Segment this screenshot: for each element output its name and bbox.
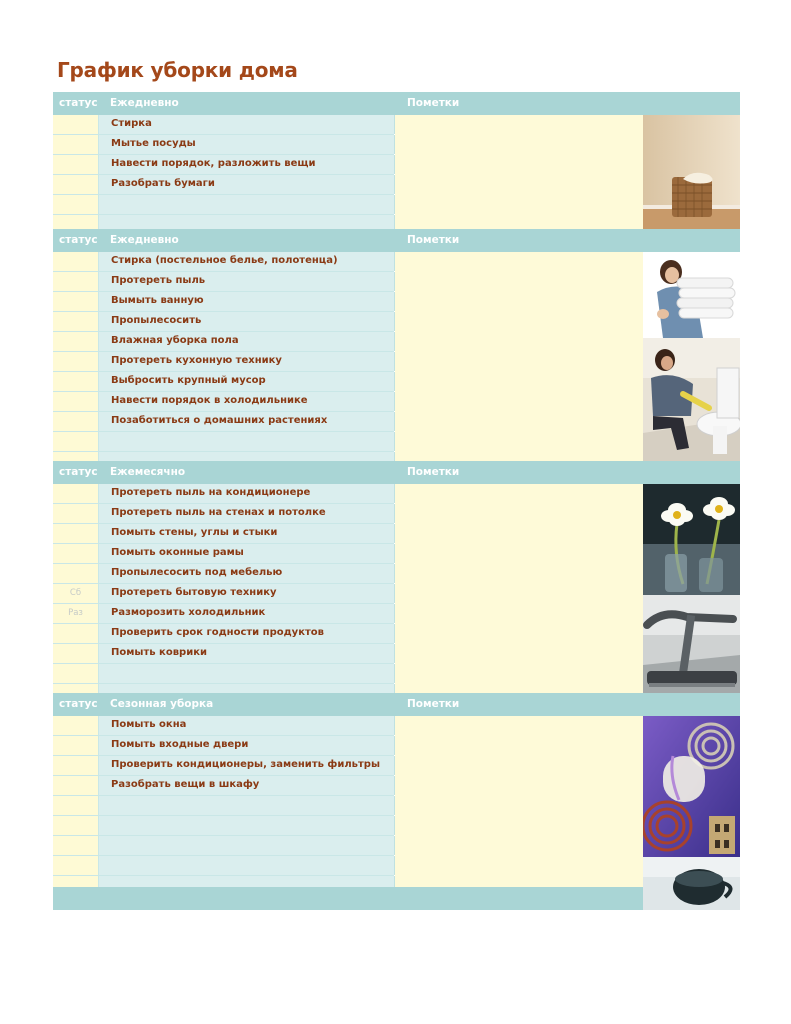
table-row: [53, 716, 394, 736]
status-cell[interactable]: [53, 756, 99, 775]
table-row: [53, 412, 394, 432]
section-header: [53, 92, 740, 115]
section-monthly: [53, 461, 740, 693]
task-cell[interactable]: [99, 332, 395, 351]
table-row: [53, 195, 394, 215]
table-row: [53, 796, 394, 816]
table-row: [53, 392, 394, 412]
table-row: [53, 292, 394, 312]
task-cell[interactable]: [99, 292, 395, 311]
stove-coil-and-outlet-photo: [643, 716, 740, 857]
task-label: Навести порядок, разложить вещи: [111, 158, 316, 169]
task-label: Протереть пыль на кондиционере: [111, 487, 311, 498]
cleaning-schedule-table: [53, 92, 740, 910]
task-cell[interactable]: [99, 135, 395, 154]
table-row: [53, 175, 394, 195]
status-column-header: статус: [59, 234, 98, 246]
white-flowers-photo: [643, 484, 740, 595]
task-cell[interactable]: [99, 644, 395, 663]
table-row: [53, 372, 394, 392]
task-cell[interactable]: [99, 312, 395, 331]
table-row: [53, 312, 394, 332]
task-rows: [53, 484, 394, 703]
table-row: [53, 352, 394, 372]
task-cell[interactable]: [99, 716, 395, 735]
task-label: Мытье посуды: [111, 138, 196, 149]
category-header: Ежедневно: [110, 97, 179, 109]
status-cell[interactable]: [53, 155, 99, 174]
task-label: Пропылесосить под мебелью: [111, 567, 283, 578]
table-row: [53, 272, 394, 292]
status-column-header: статус: [59, 698, 98, 710]
status-cell[interactable]: [53, 816, 99, 835]
table-row: [53, 776, 394, 796]
section-header: [53, 461, 740, 484]
task-label: Вымыть ванную: [111, 295, 204, 306]
table-row: [53, 155, 394, 175]
status-cell[interactable]: [53, 796, 99, 815]
category-header: Ежедневно: [110, 234, 179, 246]
table-row: [53, 756, 394, 776]
task-cell[interactable]: [99, 432, 395, 451]
table-row: [53, 252, 394, 272]
status-cell[interactable]: [53, 312, 99, 331]
status-cell[interactable]: [53, 736, 99, 755]
status-cell[interactable]: [53, 836, 99, 855]
table-row: [53, 856, 394, 876]
status-cell[interactable]: [53, 524, 99, 543]
table-row: [53, 816, 394, 836]
status-cell[interactable]: [53, 644, 99, 663]
status-cell[interactable]: [53, 664, 99, 683]
task-label: Разобрать бумаги: [111, 178, 215, 189]
table-row: [53, 484, 394, 504]
task-label: Стирка (постельное белье, полотенца): [111, 255, 338, 266]
section-daily-2: [53, 229, 740, 461]
status-cell[interactable]: [53, 352, 99, 371]
section-daily-1: [53, 92, 740, 229]
table-row: [53, 584, 394, 604]
task-cell[interactable]: [99, 544, 395, 563]
task-label: Позаботиться о домашних растениях: [111, 415, 328, 426]
notes-column-header: Пометки: [407, 97, 460, 109]
task-cell[interactable]: [99, 816, 395, 835]
table-row: [53, 736, 394, 756]
vacuum-cleaner-photo: [643, 595, 740, 693]
page-title: График уборки дома: [57, 58, 298, 82]
status-cell[interactable]: [53, 135, 99, 154]
status-cell[interactable]: [53, 564, 99, 583]
task-label: Стирка: [111, 118, 152, 129]
task-label: Навести порядок в холодильнике: [111, 395, 308, 406]
task-cell[interactable]: [99, 796, 395, 815]
task-cell[interactable]: [99, 412, 395, 431]
task-label: Выбросить крупный мусор: [111, 375, 266, 386]
task-rows: [53, 716, 394, 895]
status-column-header: статус: [59, 97, 98, 109]
task-label: Проверить срок годности продуктов: [111, 627, 324, 638]
task-cell[interactable]: [99, 736, 395, 755]
table-row: [53, 504, 394, 524]
footer-bar: [53, 887, 643, 910]
task-label: Протереть бытовую технику: [111, 587, 277, 598]
table-row: [53, 544, 394, 564]
status-cell[interactable]: [53, 292, 99, 311]
notes-area[interactable]: [395, 484, 643, 693]
table-row: [53, 624, 394, 644]
category-header: Ежемесячно: [110, 466, 186, 478]
status-cell[interactable]: [53, 252, 99, 271]
task-cell[interactable]: [99, 756, 395, 775]
task-label: Разобрать вещи в шкафу: [111, 779, 260, 790]
task-cell[interactable]: [99, 664, 395, 683]
task-label: Протереть кухонную технику: [111, 355, 282, 366]
notes-area[interactable]: [395, 716, 643, 887]
task-label: Протереть пыль: [111, 275, 206, 286]
status-cell[interactable]: [53, 716, 99, 735]
table-row: [53, 432, 394, 452]
table-row: [53, 604, 394, 624]
table-row: [53, 836, 394, 856]
task-cell[interactable]: [99, 175, 395, 194]
task-cell[interactable]: [99, 352, 395, 371]
task-label: Проверить кондиционеры, заменить фильтры: [111, 759, 380, 770]
task-label: Помыть окна: [111, 719, 187, 730]
table-row: [53, 564, 394, 584]
table-footer: [53, 887, 740, 910]
woman-with-towels-photo: [643, 252, 740, 338]
table-row: [53, 664, 394, 684]
task-cell[interactable]: [99, 856, 395, 875]
task-cell[interactable]: [99, 155, 395, 174]
task-rows: [53, 252, 394, 471]
section-header: [53, 229, 740, 252]
status-cell[interactable]: [53, 504, 99, 523]
task-label: Протереть пыль на стенах и потолке: [111, 507, 326, 518]
table-row: [53, 332, 394, 352]
task-cell[interactable]: [99, 776, 395, 795]
task-cell[interactable]: [99, 484, 395, 503]
table-row: [53, 524, 394, 544]
status-cell[interactable]: [53, 175, 99, 194]
status-cell[interactable]: [53, 624, 99, 643]
task-label: Помыть оконные рамы: [111, 547, 244, 558]
notes-column-header: Пометки: [407, 234, 460, 246]
status-cell[interactable]: [53, 544, 99, 563]
task-cell[interactable]: [99, 504, 395, 523]
task-cell[interactable]: [99, 564, 395, 583]
notes-area[interactable]: [395, 115, 643, 229]
task-cell[interactable]: [99, 392, 395, 411]
task-cell[interactable]: [99, 604, 395, 623]
table-row: [53, 644, 394, 664]
notes-column-header: Пометки: [407, 466, 460, 478]
task-cell[interactable]: [99, 624, 395, 643]
category-header: Сезонная уборка: [110, 698, 214, 710]
section-seasonal: [53, 693, 740, 887]
status-column-header: статус: [59, 466, 98, 478]
task-label: Помыть входные двери: [111, 739, 249, 750]
status-cell[interactable]: Сб: [53, 584, 99, 603]
task-label: Разморозить холодильник: [111, 607, 266, 618]
task-rows: [53, 115, 394, 234]
task-cell[interactable]: [99, 195, 395, 214]
status-cell[interactable]: [53, 856, 99, 875]
status-cell[interactable]: [53, 372, 99, 391]
status-cell[interactable]: [53, 272, 99, 291]
laundry-basket-photo: [643, 115, 740, 229]
task-cell[interactable]: [99, 252, 395, 271]
status-cell[interactable]: Раз: [53, 604, 99, 623]
task-cell[interactable]: [99, 372, 395, 391]
task-cell[interactable]: [99, 524, 395, 543]
status-cell[interactable]: [53, 195, 99, 214]
status-cell[interactable]: [53, 115, 99, 134]
status-cell[interactable]: [53, 776, 99, 795]
notes-area[interactable]: [395, 252, 643, 461]
task-cell[interactable]: [99, 272, 395, 291]
section-header: [53, 693, 740, 716]
task-label: Помыть коврики: [111, 647, 208, 658]
task-cell[interactable]: [99, 836, 395, 855]
task-label: Пропылесосить: [111, 315, 202, 326]
table-row: [53, 135, 394, 155]
task-cell[interactable]: [99, 115, 395, 134]
task-label: Помыть стены, углы и стыки: [111, 527, 278, 538]
status-cell[interactable]: [53, 432, 99, 451]
task-label: Влажная уборка пола: [111, 335, 239, 346]
status-cell[interactable]: [53, 332, 99, 351]
task-cell[interactable]: [99, 584, 395, 603]
status-cell[interactable]: [53, 412, 99, 431]
status-cell[interactable]: [53, 392, 99, 411]
status-cell[interactable]: [53, 484, 99, 503]
notes-column-header: Пометки: [407, 698, 460, 710]
table-row: [53, 115, 394, 135]
woman-cleaning-toilet-photo: [643, 338, 740, 461]
